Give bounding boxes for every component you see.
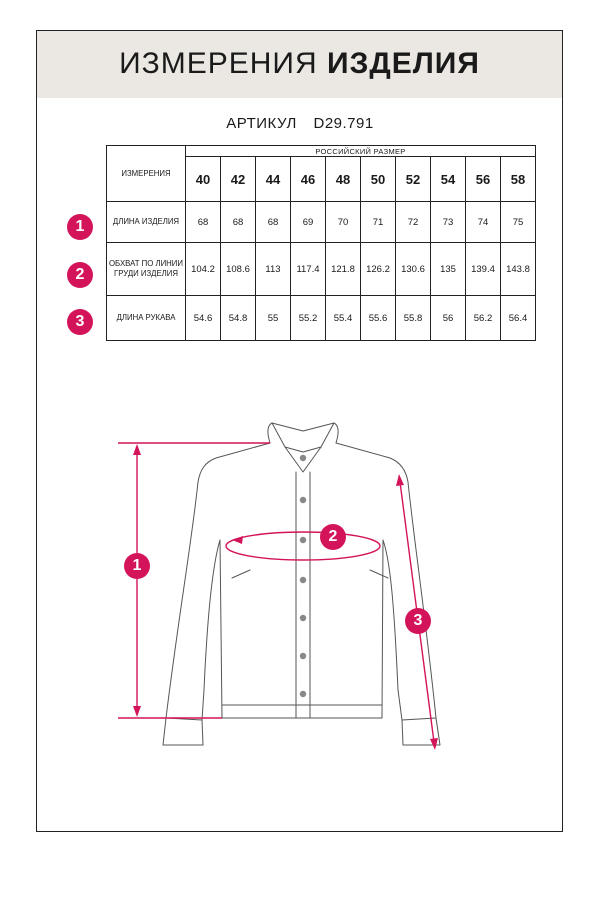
table-cell: 126.2 (361, 243, 396, 296)
table-cell: 143.8 (501, 243, 536, 296)
article-code: D29.791 (313, 115, 374, 132)
table-cell: 139.4 (466, 243, 501, 296)
size-system-header: РОССИЙСКИЙ РАЗМЕР (186, 146, 536, 157)
size-header: 56 (466, 157, 501, 202)
table-cell: 55.4 (326, 296, 361, 341)
table-cell: 55.2 (291, 296, 326, 341)
table-cell: 68 (186, 202, 221, 243)
chest-measure (226, 532, 380, 560)
arrowhead (396, 474, 404, 486)
table-cell: 55.8 (396, 296, 431, 341)
button-dot (300, 653, 306, 659)
size-header: 44 (256, 157, 291, 202)
button-dot (300, 615, 306, 621)
size-header: 46 (291, 157, 326, 202)
table-cell: 55 (256, 296, 291, 341)
table-cell: 73 (431, 202, 466, 243)
table-cell: 68 (256, 202, 291, 243)
table-cell: 70 (326, 202, 361, 243)
table-cell: 108.6 (221, 243, 256, 296)
table-cell: 71 (361, 202, 396, 243)
sleeve-marker: 3 (405, 608, 431, 634)
row-2-badge: 2 (67, 262, 93, 288)
button-dot (300, 497, 306, 503)
table-cell: 113 (256, 243, 291, 296)
table-cell: 68 (221, 202, 256, 243)
title-bold: ИЗДЕЛИЯ (327, 47, 480, 80)
size-header: 54 (431, 157, 466, 202)
size-header: 48 (326, 157, 361, 202)
length-marker: 1 (124, 553, 150, 579)
size-header: 52 (396, 157, 431, 202)
table-cell: 54.6 (186, 296, 221, 341)
arrowhead (133, 444, 141, 455)
button-dot (300, 577, 306, 583)
table-cell: 75 (501, 202, 536, 243)
row-label: ДЛИНА ИЗДЕЛИЯ (107, 202, 186, 243)
button-dot (300, 691, 306, 697)
table-cell: 69 (291, 202, 326, 243)
table-cell: 121.8 (326, 243, 361, 296)
table-cell: 72 (396, 202, 431, 243)
table-cell: 56.2 (466, 296, 501, 341)
button-dot (300, 537, 306, 543)
row-3-badge: 3 (67, 309, 93, 335)
table-cell: 74 (466, 202, 501, 243)
table-cell: 54.8 (221, 296, 256, 341)
table-cell: 130.6 (396, 243, 431, 296)
size-header: 42 (221, 157, 256, 202)
arrowhead (232, 536, 243, 544)
table-cell: 117.4 (291, 243, 326, 296)
buttons (300, 455, 306, 697)
table-cell: 104.2 (186, 243, 221, 296)
table-cell: 56 (431, 296, 466, 341)
title-light: ИЗМЕРЕНИЯ (119, 47, 318, 80)
size-header: 58 (501, 157, 536, 202)
arrowhead (430, 738, 438, 750)
article-label: АРТИКУЛ (226, 115, 297, 132)
corner-label: ИЗМЕРЕНИЯ (107, 146, 186, 202)
length-measure (118, 443, 270, 718)
chest-ellipse (226, 532, 380, 560)
table-cell: 56.4 (501, 296, 536, 341)
table-cell: 55.6 (361, 296, 396, 341)
table-cell: 135 (431, 243, 466, 296)
row-label: ОБХВАТ ПО ЛИНИИ ГРУДИ ИЗДЕЛИЯ (107, 243, 186, 296)
size-header: 40 (186, 157, 221, 202)
chest-marker: 2 (320, 524, 346, 550)
row-label: ДЛИНА РУКАВА (107, 296, 186, 341)
size-header: 50 (361, 157, 396, 202)
button-dot (300, 455, 306, 461)
arrowhead (133, 706, 141, 717)
row-1-badge: 1 (67, 214, 93, 240)
